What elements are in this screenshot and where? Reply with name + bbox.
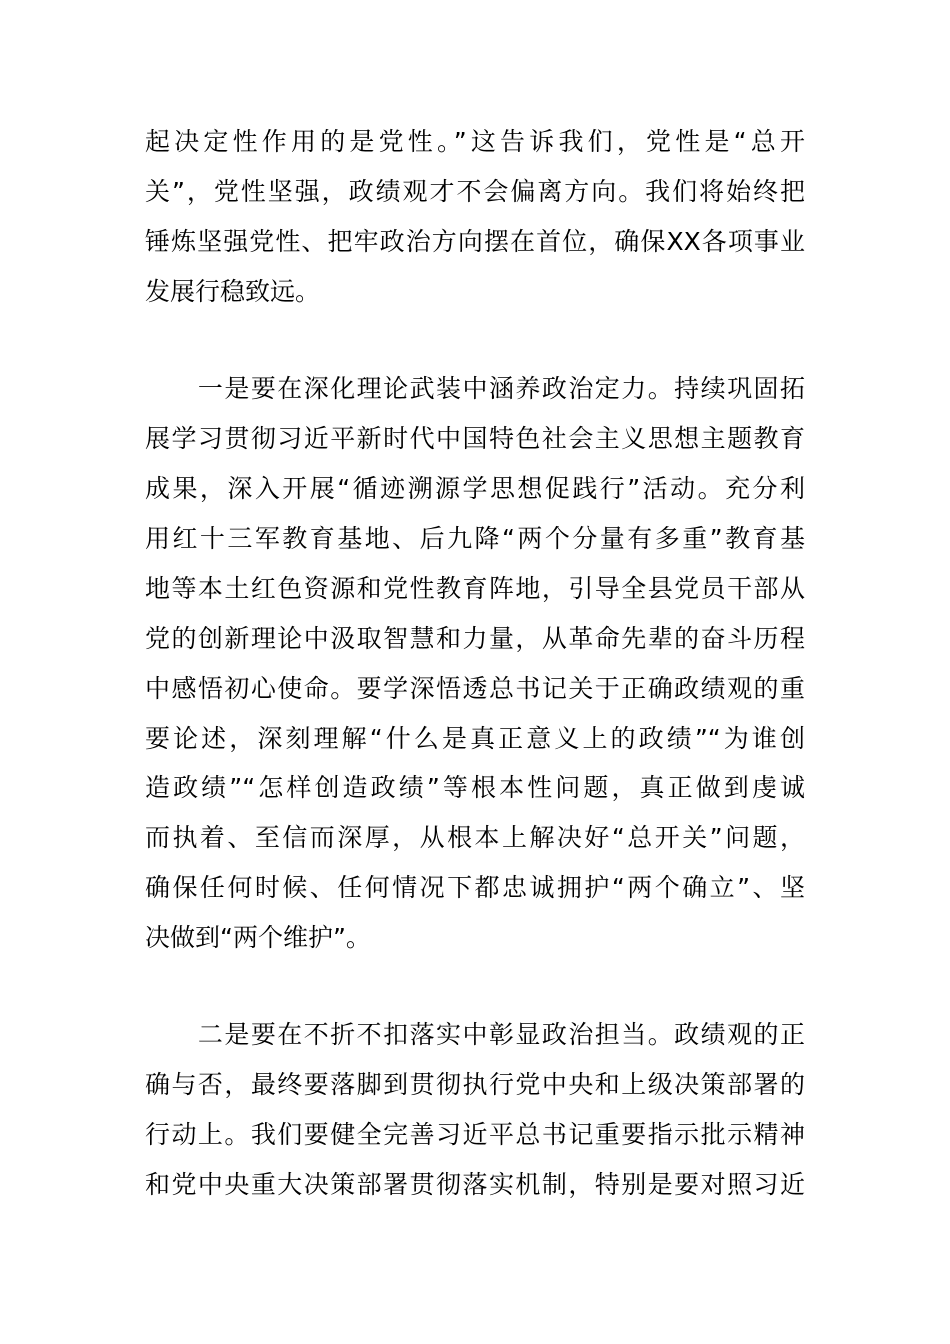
paragraph-3-line-2: 确与否，最终要落脚到贯彻执行党中央和上级决策部署的 <box>145 1070 805 1099</box>
paragraph-2-line-2: 展学习贯彻习近平新时代中国特色社会主义思想主题教育 <box>145 424 805 453</box>
paragraph-3-line-1: 二是要在不折不扣落实中彰显政治担当。政绩观的正 <box>145 1020 805 1049</box>
paragraph-3-line-4: 和党中央重大决策部署贯彻落实机制，特别是要对照习近 <box>145 1170 805 1199</box>
paragraph-2-line-3: 成果，深入开展“循迹溯源学思想促践行”活动。充分利 <box>145 474 805 503</box>
paragraph-2-line-4: 用红十三军教育基地、后九降“两个分量有多重”教育基 <box>145 524 805 553</box>
paragraph-3-line-3: 行动上。我们要健全完善习近平总书记重要指示批示精神 <box>145 1120 805 1149</box>
paragraph-1-line-3: 锤炼坚强党性、把牢政治方向摆在首位，确保XX各项事业 <box>145 227 805 256</box>
paragraph-2-line-6: 党的创新理论中汲取智慧和力量，从革命先辈的奋斗历程 <box>145 624 805 653</box>
paragraph-2-line-5: 地等本土红色资源和党性教育阵地，引导全县党员干部从 <box>145 574 805 603</box>
paragraph-2-line-8: 要论述，深刻理解“什么是真正意义上的政绩”“为谁创 <box>145 724 805 753</box>
paragraph-2-line-7: 中感悟初心使命。要学深悟透总书记关于正确政绩观的重 <box>145 674 805 703</box>
paragraph-2-line-12: 决做到“两个维护”。 <box>145 923 371 952</box>
paragraph-1-line-2: 关”，党性坚强，政绩观才不会偏离方向。我们将始终把 <box>145 177 805 206</box>
paragraph-1-line-1: 起决定性作用的是党性。”这告诉我们，党性是“总开 <box>145 127 805 156</box>
paragraph-1-line-4: 发展行稳致远。 <box>145 277 321 306</box>
paragraph-2-line-9: 造政绩”“怎样创造政绩”等根本性问题，真正做到虔诚 <box>145 773 805 802</box>
paragraph-2-line-11: 确保任何时候、任何情况下都忠诚拥护“两个确立”、坚 <box>145 873 805 902</box>
paragraph-2-line-1: 一是要在深化理论武装中涵养政治定力。持续巩固拓 <box>145 374 805 403</box>
paragraph-2-line-10: 而执着、至信而深厚，从根本上解决好“总开关”问题， <box>145 823 805 852</box>
